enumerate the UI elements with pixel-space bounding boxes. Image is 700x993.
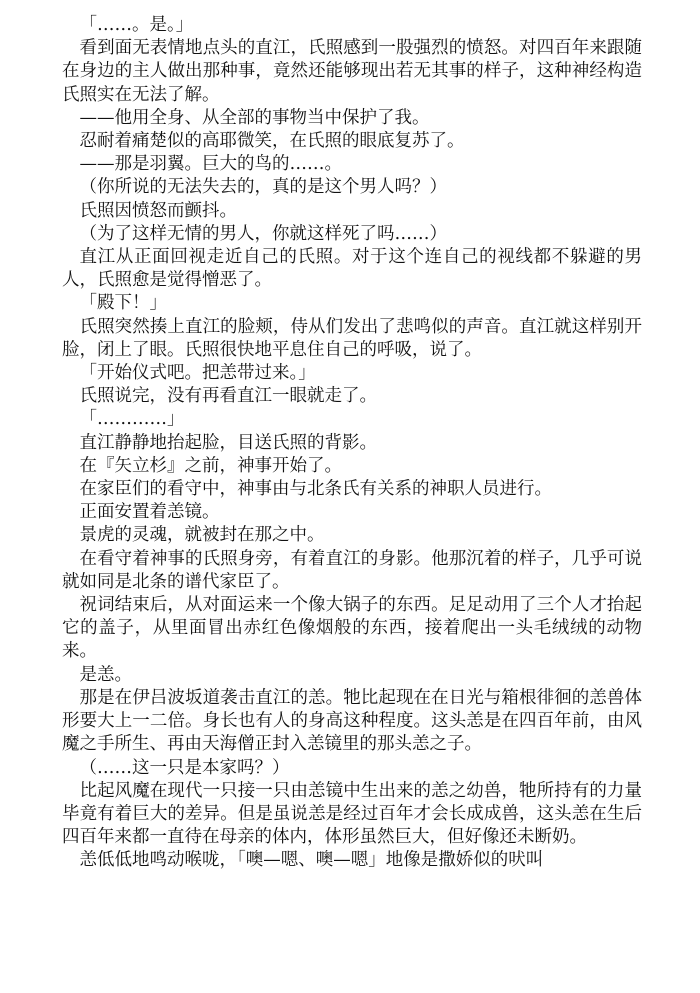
paragraph: （……这一只是本家吗？） [79,757,290,778]
paragraph: 那是在伊吕波坂道袭击直江的恙。牠比起现在在日光与箱根徘徊的恙兽体形要大上一二倍。身长也有人的身高这种程度。这头恙是在四百年前，由风魔之手所生、再由天海僧正封入恙镜里的那头恙之子。 [62,687,642,755]
paragraph: 「殿下！」 [79,293,167,314]
paragraph: 祝词结束后，从对面运来一个像大锅子的东西。足足动用了三个人才抬起它的盖子，从里面冒出赤红色像烟般的东西，接着爬出一头毛绒绒的动物来。 [62,595,642,662]
paragraph: 氏照说完，没有再看直江一眼就走了。 [79,386,377,407]
paragraph: 氏照突然揍上直江的脸颊，侍从们发出了悲鸣似的声音。直江就这样别开脸，闭上了眼。氏照很快地平息住自己的呼吸，说了。 [62,316,642,360]
paragraph: 在看守着神事的氏照身旁，有着直江的身影。他那沉着的样子，几乎可说就如同是北条的谱代家臣了。 [62,548,642,592]
paragraph: （你所说的无法失去的，真的是这个男人吗？） [79,177,447,198]
paragraph: 在『矢立杉』之前，神事开始了。 [79,455,342,476]
paragraph: 恙低低地鸣动喉咙，「噢—嗯、噢—嗯」地像是撒娇似的吠叫 [79,850,544,871]
paragraph: 「开始仪式吧。把恙带过来。」 [79,363,316,384]
paragraph: 比起风魔在现代一只接一只由恙镜中生出来的恙之幼兽，牠所持有的力量毕竟有着巨大的差异。但是虽说恙是经过百年才会长成成兽，这头恙在生后四百年来都一直待在母亲的体内，体形虽然巨大，但好像还未断奶。 [62,780,642,848]
paragraph: ——那是羽翼。巨大的鸟的……。 [79,154,342,175]
paragraph: 景虎的灵魂，就被封在那之中。 [79,525,325,546]
paragraph: 直江静静地抬起脸，目送氏照的背影。 [79,432,377,453]
paragraph: 「…………」 [79,409,185,430]
paragraph: 氏照因愤怒而颤抖。 [79,200,237,221]
paragraph: 看到面无表情地点头的直江，氏照感到一股强烈的愤怒。对四百年来跟随在身边的主人做出那种事，竟然还能够现出若无其事的样子，这种神经构造氏照实在无法了解。 [62,38,642,105]
paragraph: 直江从正面回视走近自己的氏照。对于这个连自己的视线都不躲避的男人，氏照愈是觉得憎恶了。 [62,247,642,291]
paragraph: 在家臣们的看守中，神事由与北条氏有关系的神职人员进行。 [79,479,552,500]
paragraph: （为了这样无情的男人，你就这样死了吗……） [79,223,447,244]
book-page [62,14,642,873]
paragraph: ——他用全身、从全部的事物当中保护了我。 [79,107,430,128]
paragraph: 正面安置着恙镜。 [79,502,220,523]
paragraph: 忍耐着痛楚似的高耶微笑，在氏照的眼底复苏了。 [79,131,465,152]
paragraph: 「……。是。」 [79,15,194,35]
paragraph: 是恙。 [79,664,132,685]
